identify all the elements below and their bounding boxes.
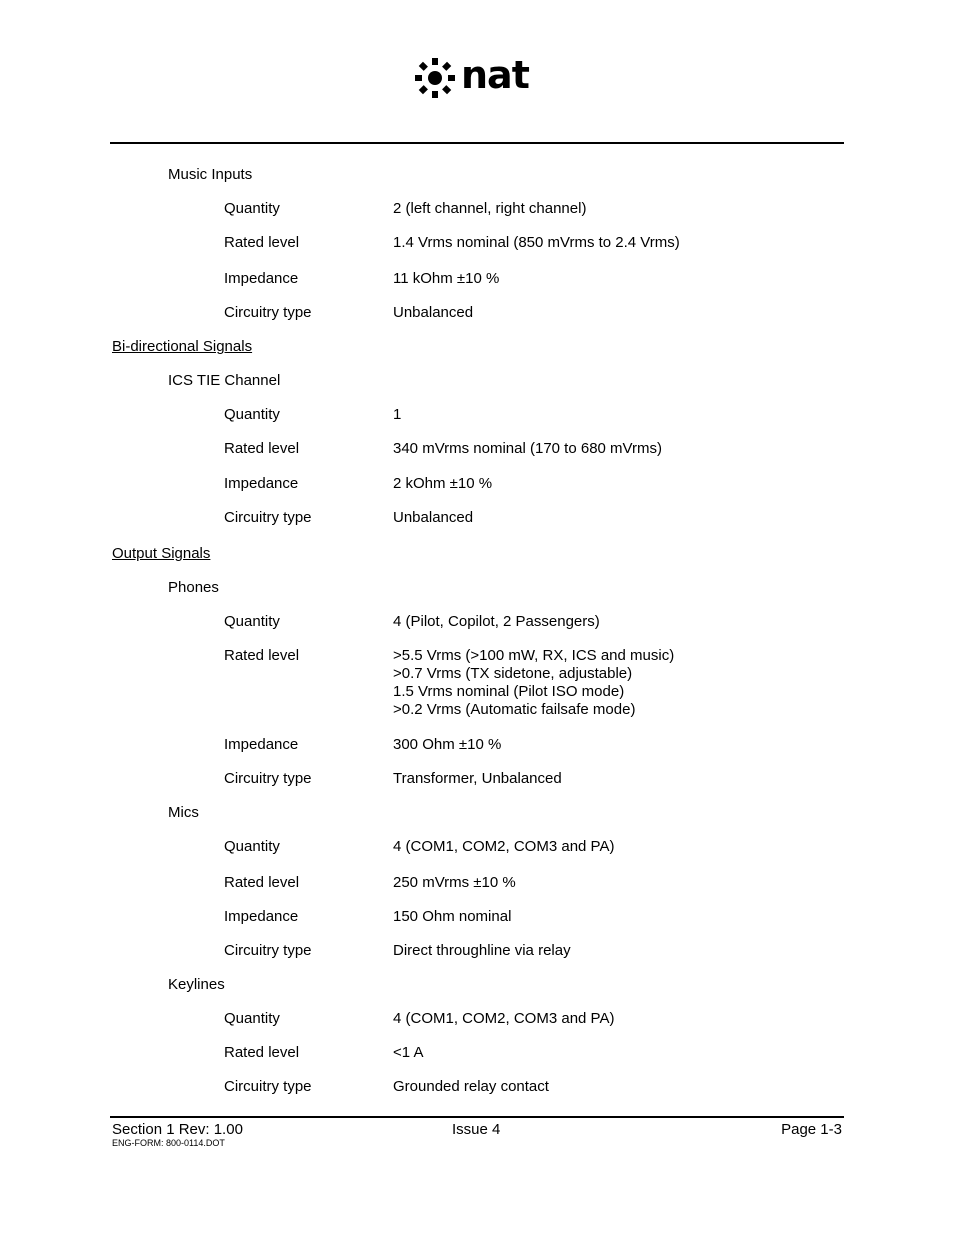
mics-heading: Mics [168,804,199,821]
ics-impedance-label: Impedance [224,475,299,492]
keylines-quantity-label: Quantity [224,1010,280,1027]
keylines-circuitry-label: Circuitry type [224,1078,312,1095]
mics-rated-level-value: 250 mVrms ±10 % [393,874,516,891]
music-quantity-label: Quantity [224,200,280,217]
phones-quantity-value: 4 (Pilot, Copilot, 2 Passengers) [393,613,600,630]
music-impedance-label: Impedance [224,270,299,287]
music-circuitry-value: Unbalanced [393,304,474,321]
ics-circuitry-value: Unbalanced [393,509,474,526]
ics-quantity-label: Quantity [224,406,280,423]
ics-rated-level-label: Rated level [224,440,300,457]
phones-circuitry-label: Circuitry type [224,770,312,787]
music-impedance-value: 11 kOhm ±10 % [393,270,500,287]
phones-rated-level-line-1: >5.5 Vrms (>100 mW, RX, ICS and music) [393,647,675,664]
ics-tie-heading: ICS TIE Channel [168,372,281,389]
header-rule [110,142,844,144]
footer-issue: Issue 4 [452,1121,501,1138]
mics-impedance-value: 150 Ohm nominal [393,908,512,925]
music-rated-level-label: Rated level [224,234,300,251]
output-signals-heading: Output Signals [112,545,211,562]
phones-rated-level-line-3: 1.5 Vrms nominal (Pilot ISO mode) [393,683,625,700]
music-inputs-heading: Music Inputs [168,166,253,183]
phones-rated-level-line-4: >0.2 Vrms (Automatic failsafe mode) [393,701,636,718]
phones-rated-level-label: Rated level [224,647,300,664]
ics-circuitry-label: Circuitry type [224,509,312,526]
mics-impedance-label: Impedance [224,908,299,925]
music-rated-level-value: 1.4 Vrms nominal (850 mVrms to 2.4 Vrms) [393,234,680,251]
footer-section: Section 1 Rev: 1.00 [112,1121,243,1138]
mics-rated-level-label: Rated level [224,874,300,891]
footer-rule [110,1116,844,1118]
keylines-circuitry-value: Grounded relay contact [393,1078,549,1095]
keylines-rated-level-label: Rated level [224,1044,300,1061]
footer-form-id: ENG-FORM: 800-0114.DOT [112,1138,225,1148]
music-circuitry-label: Circuitry type [224,304,312,321]
ics-rated-level-value: 340 mVrms nominal (170 to 680 mVrms) [393,440,662,457]
keylines-heading: Keylines [168,976,225,993]
phones-quantity-label: Quantity [224,613,280,630]
keylines-rated-level-value: <1 A [393,1044,424,1061]
ics-quantity-value: 1 [393,406,402,423]
mics-circuitry-label: Circuitry type [224,942,312,959]
nat-logo [413,55,529,101]
mics-circuitry-value: Direct throughline via relay [393,942,571,959]
phones-heading: Phones [168,579,219,596]
music-quantity-value: 2 (left channel, right channel) [393,200,587,217]
footer-page-number: Page 1-3 [781,1121,842,1138]
bidirectional-signals-heading: Bi-directional Signals [112,338,253,355]
starburst-icon [413,56,457,100]
phones-impedance-label: Impedance [224,736,299,753]
phones-rated-level-line-2: >0.7 Vrms (TX sidetone, adjustable) [393,665,633,682]
mics-quantity-label: Quantity [224,838,280,855]
phones-circuitry-value: Transformer, Unbalanced [393,770,562,787]
mics-quantity-value: 4 (COM1, COM2, COM3 and PA) [393,838,615,855]
phones-impedance-value: 300 Ohm ±10 % [393,736,502,753]
keylines-quantity-value: 4 (COM1, COM2, COM3 and PA) [393,1010,615,1027]
logo-text: nat [461,53,529,97]
ics-impedance-value: 2 kOhm ±10 % [393,475,493,492]
